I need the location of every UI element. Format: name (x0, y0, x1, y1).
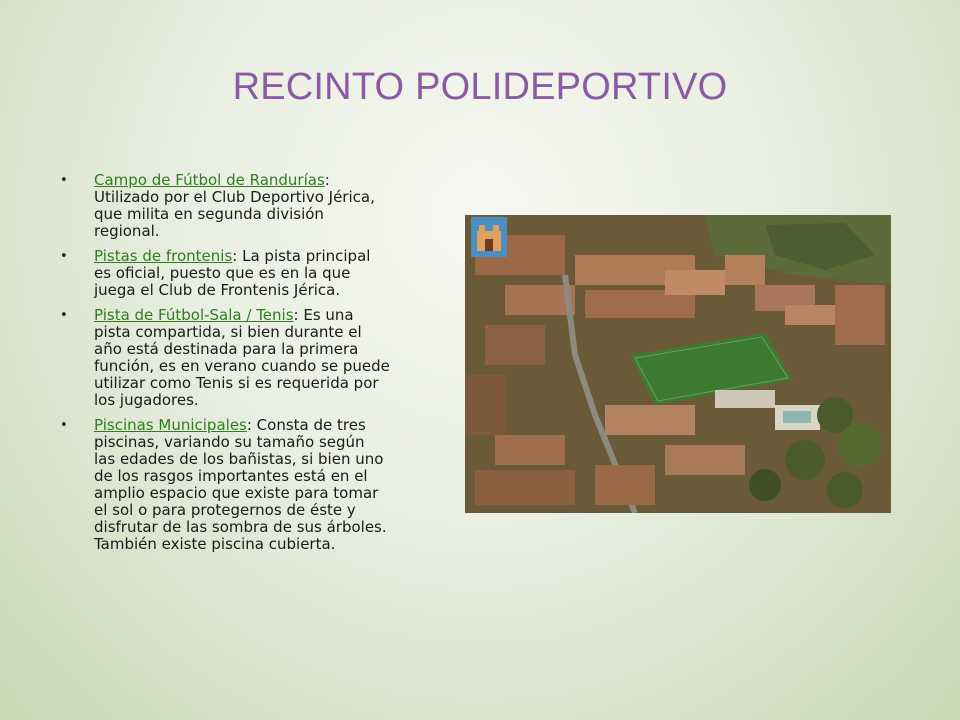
page-title: RECINTO POLIDEPORTIVO (232, 66, 728, 108)
link-pistas-frontenis[interactable]: Pistas de frontenis (94, 247, 233, 265)
link-piscinas-municipales[interactable]: Piscinas Municipales (94, 416, 247, 434)
bullet-icon: • (60, 249, 68, 264)
item-description: : Consta de tres piscinas, variando su tamaño según las edades de los bañistas, si bien uno de los rasgos importantes está en el amplio espacio que existe para tomar el sol o para protegernos de éste y disfrutar de las sombra de sus árboles. También existe piscina cubierta. (94, 416, 387, 553)
list-item (60, 172, 390, 240)
link-campo-futbol[interactable]: Campo de Fútbol de Randurías (94, 171, 325, 189)
item-description: : Utilizado por el Club Deportivo Jérica, que milita en segunda división regional. (94, 171, 375, 240)
list-item (60, 307, 390, 409)
item-description: : La pista principal es oficial, puesto que es en la que juega el Club de Frontenis Jérica. (94, 247, 371, 299)
bullet-icon: • (60, 308, 68, 323)
bullet-icon: • (60, 173, 68, 188)
list-item (60, 417, 390, 553)
aerial-photo (465, 215, 891, 513)
list-item (60, 248, 390, 299)
aerial-photo-illustration (465, 215, 891, 513)
item-description: : Es una pista compartida, si bien durante el año está destinada para la primera función, es en verano cuando se puede utilizar como Tenis si es requerida por los jugadores. (94, 306, 390, 409)
bullet-icon: • (60, 418, 68, 433)
bullet-list (60, 172, 390, 561)
link-futbol-sala-tenis[interactable]: Pista de Fútbol-Sala / Tenis (94, 306, 294, 324)
